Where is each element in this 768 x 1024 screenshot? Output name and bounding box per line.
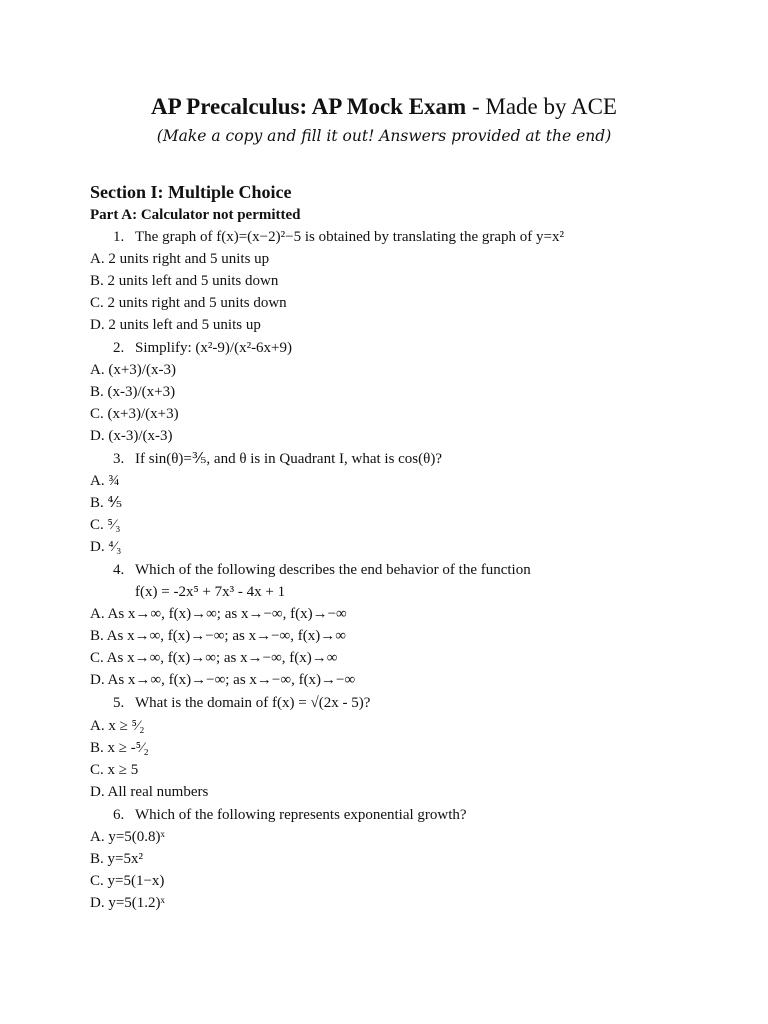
answer-choice: B. 2 units left and 5 units down (90, 273, 279, 289)
answer-choice: D. All real numbers (90, 784, 209, 800)
answer-choice: A. ¾ (90, 473, 120, 489)
answer-choice: C. 2 units right and 5 units down (90, 295, 287, 311)
question-number: 1. (113, 229, 125, 245)
question-3 (113, 448, 442, 470)
answer-choice: D. y=5(1.2)ˣ (90, 895, 165, 911)
question-number: 3. (113, 451, 125, 467)
answer-choice: C. x ≥ 5 (90, 762, 139, 778)
answer-choice: A. (x+3)/(x-3) (90, 362, 176, 378)
question-text: Simplify: (x²-9)/(x²-6x+9) (135, 340, 293, 356)
question-4-formula: f(x) = -2x⁵ + 7x³ - 4x + 1 (135, 584, 286, 600)
answer-choice: D. (x-3)/(x-3) (90, 428, 173, 444)
answer-choice: A. y=5(0.8)ˣ (90, 829, 165, 845)
title-bold: AP Precalculus: AP Mock Exam (151, 94, 467, 119)
question-4 (113, 559, 531, 581)
answer-choice: C. ⁵⁄₃ (90, 517, 121, 533)
question-text: The graph of f(x)=(x−2)²−5 is obtained by translating the graph of y=x² (135, 229, 564, 245)
page-subtitle: (Make a copy and fill it out! Answers provided at the end) (156, 127, 612, 145)
answer-choice: D. As x→∞, f(x)→−∞; as x→−∞, f(x)→−∞ (90, 672, 356, 688)
answer-choice: C. As x→∞, f(x)→∞; as x→−∞, f(x)→∞ (90, 650, 338, 666)
question-number: 5. (113, 695, 125, 711)
answer-choice: B. (x-3)/(x+3) (90, 384, 176, 400)
question-2 (113, 337, 292, 359)
question-number: 6. (113, 807, 125, 823)
question-text: If sin(θ)=⅗, and θ is in Quadrant I, what is cos(θ)? (135, 451, 442, 467)
answer-choice: B. x ≥ -⁵⁄₂ (90, 740, 149, 756)
question-number: 2. (113, 340, 125, 356)
part-heading: Part A: Calculator not permitted (90, 207, 301, 223)
section-heading: Section I: Multiple Choice (90, 182, 292, 202)
question-text: Which of the following describes the end behavior of the function (135, 562, 531, 578)
question-6 (113, 804, 467, 826)
answer-choice: D. ⁴⁄₃ (90, 539, 122, 555)
answer-choice: B. As x→∞, f(x)→−∞; as x→−∞, f(x)→∞ (90, 628, 346, 644)
answer-choice: B. y=5x² (90, 851, 143, 867)
answer-choice: C. y=5(1−x) (90, 873, 165, 889)
answer-choice: B. ⅘ (90, 495, 123, 511)
question-5 (113, 692, 370, 714)
question-text: What is the domain of f(x) = √(2x - 5)? (135, 695, 371, 711)
question-number: 4. (113, 562, 125, 578)
answer-choice: A. As x→∞, f(x)→∞; as x→−∞, f(x)→−∞ (90, 606, 347, 622)
page-title (0, 93, 768, 121)
title-rest: - Made by ACE (466, 94, 617, 119)
answer-choice: C. (x+3)/(x+3) (90, 406, 179, 422)
question-text: Which of the following represents exponential growth? (135, 807, 467, 823)
answer-choice: A. x ≥ ⁵⁄₂ (90, 718, 145, 734)
answer-choice: D. 2 units left and 5 units up (90, 317, 261, 333)
question-1 (113, 226, 564, 248)
answer-choice: A. 2 units right and 5 units up (90, 251, 270, 267)
